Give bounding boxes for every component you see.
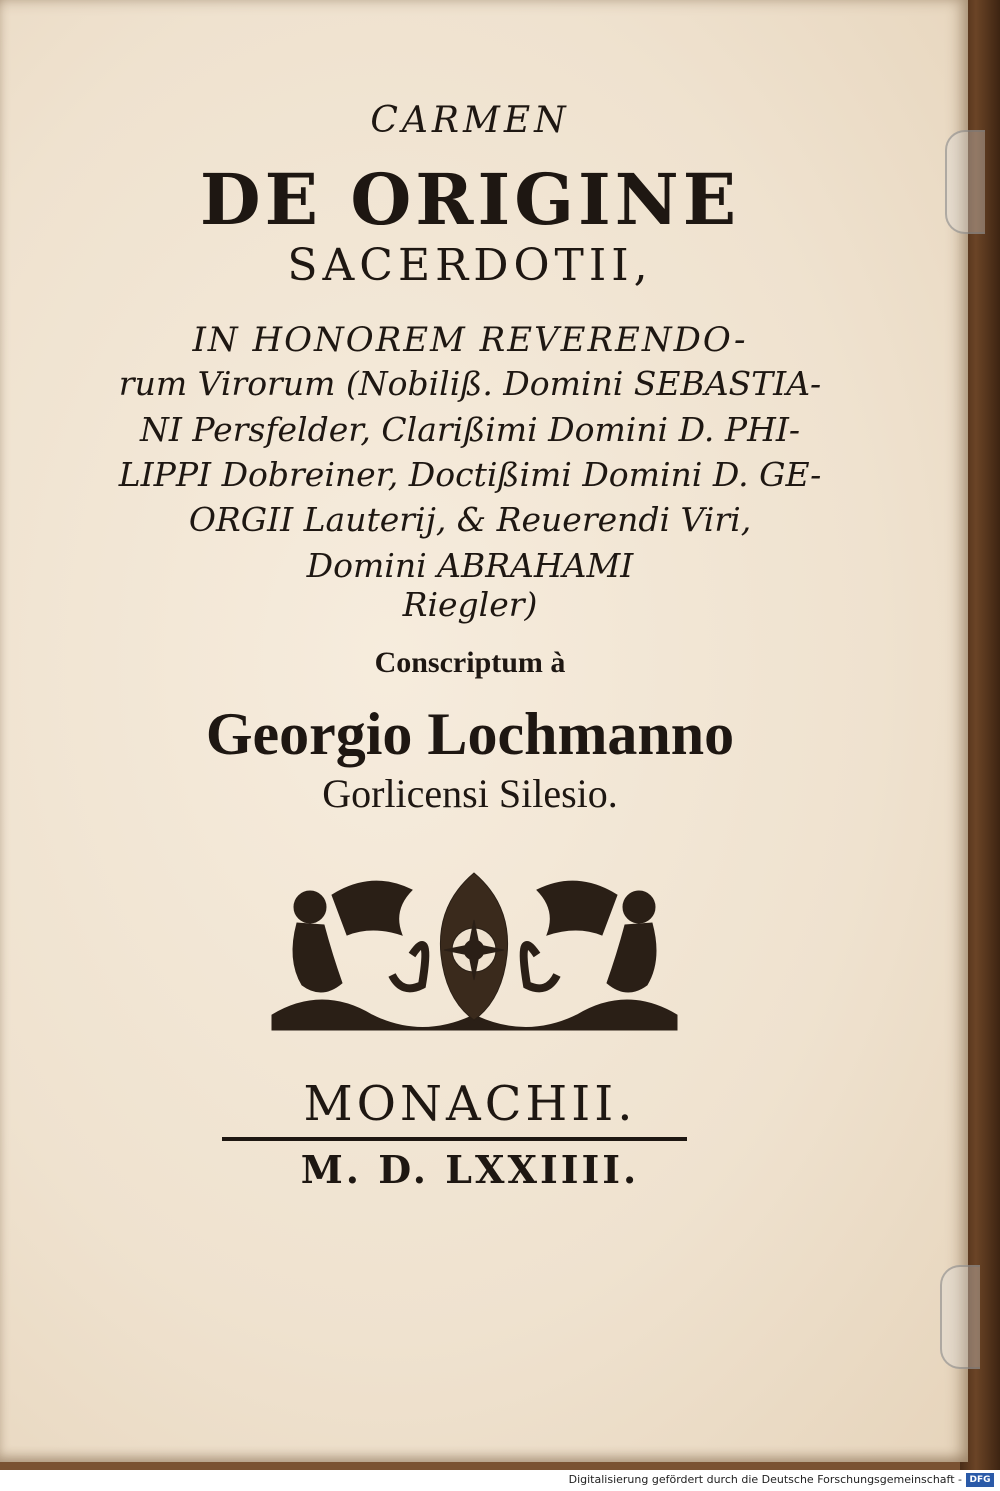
dedication-line: ORGII Lauterij, & Reuerendi Viri, [188, 500, 752, 539]
conscriptum-line: Conscriptum à [374, 646, 566, 679]
title-subtitle: SACERDOTII, [287, 240, 653, 291]
printers-ornament-woodcut [262, 865, 687, 1040]
dedication-line: NI Persfelder, Clarißimi Domini D. PHI- [139, 410, 801, 449]
dedication-line: LIPPI Dobreiner, Doctißimi Domini D. GE- [118, 455, 822, 494]
imprint-place: MONACHII. [303, 1076, 637, 1132]
author-origin: Gorlicensi Silesio. [322, 771, 618, 816]
imprint-year: M. D. LXXIIII. [300, 1147, 640, 1192]
footer-bar [0, 1470, 1000, 1491]
dedication-line: IN HONOREM REVERENDO- [192, 320, 748, 360]
page-clip-top [945, 130, 985, 234]
page-clip-bottom [940, 1265, 980, 1369]
dfg-logo-icon: DFG [966, 1473, 994, 1487]
title-main: DE ORIGINE [199, 158, 741, 241]
horizontal-rule [222, 1137, 687, 1141]
dedication-line: Riegler) [402, 585, 538, 624]
funding-notice: Digitalisierung gefördert durch die Deutsche Forschungsgemeinschaft - [568, 1473, 962, 1486]
dedication-line: rum Virorum (Nobiliß. Domini SEBASTIA- [118, 364, 822, 403]
author-name: Georgio Lochmanno [205, 701, 735, 767]
dedication-line: Domini ABRAHAMI [306, 546, 634, 585]
title-carmen: CARMEN [370, 100, 570, 141]
